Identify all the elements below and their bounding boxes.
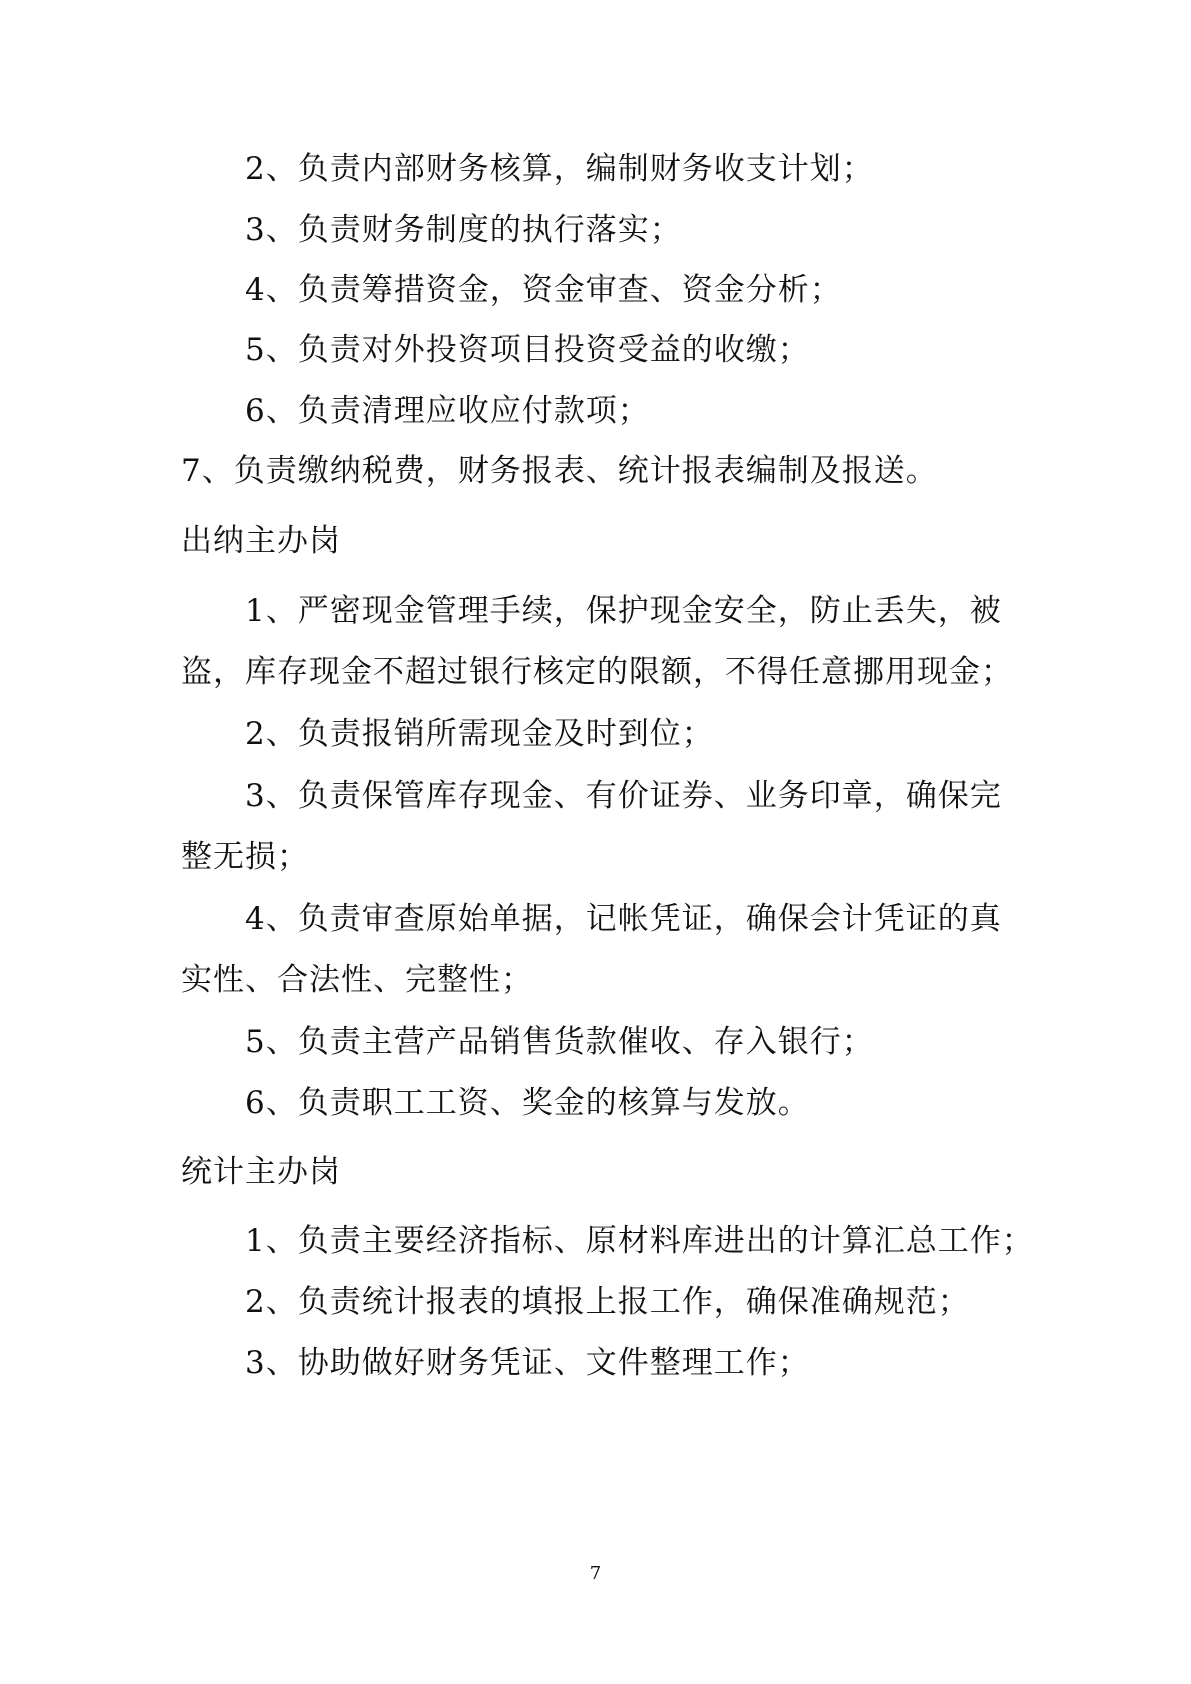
- text-line: 1、严密现金管理手续，保护现金安全，防止丢失，被: [245, 593, 1002, 629]
- text-line: 4、负责审查原始单据，记帐凭证，确保会计凭证的真: [245, 901, 1002, 937]
- text-line: 6、负责职工工资、奖金的核算与发放。: [245, 1085, 810, 1121]
- text-line: 4、负责筹措资金，资金审查、资金分析；: [245, 272, 842, 308]
- text-line: 5、负责对外投资项目投资受益的收缴；: [245, 332, 810, 368]
- text-line: 2、负责报销所需现金及时到位；: [245, 716, 714, 752]
- text-line: 整无损；: [181, 839, 309, 875]
- text-line: 2、负责内部财务核算，编制财务收支计划；: [245, 151, 874, 187]
- text-line: 3、负责保管库存现金、有价证券、业务印章，确保完: [245, 778, 1002, 814]
- text-line: 5、负责主营产品销售货款催收、存入银行；: [245, 1024, 874, 1060]
- text-line: 实性、合法性、完整性；: [181, 962, 533, 998]
- section-heading: 统计主办岗: [181, 1154, 341, 1190]
- text-line: 3、负责财务制度的执行落实；: [245, 212, 682, 248]
- text-line: 1、负责主要经济指标、原材料库进出的计算汇总工作；: [245, 1223, 1034, 1259]
- text-line: 3、协助做好财务凭证、文件整理工作；: [245, 1345, 810, 1381]
- text-line: 6、负责清理应收应付款项；: [245, 393, 650, 429]
- page-number: 7: [589, 1563, 602, 1584]
- text-line: 2、负责统计报表的填报上报工作，确保准确规范；: [245, 1284, 970, 1320]
- section-heading: 出纳主办岗: [181, 523, 341, 559]
- text-line: 7、负责缴纳税费，财务报表、统计报表编制及报送。: [181, 453, 938, 489]
- text-line: 盗，库存现金不超过银行核定的限额，不得任意挪用现金；: [181, 654, 1013, 690]
